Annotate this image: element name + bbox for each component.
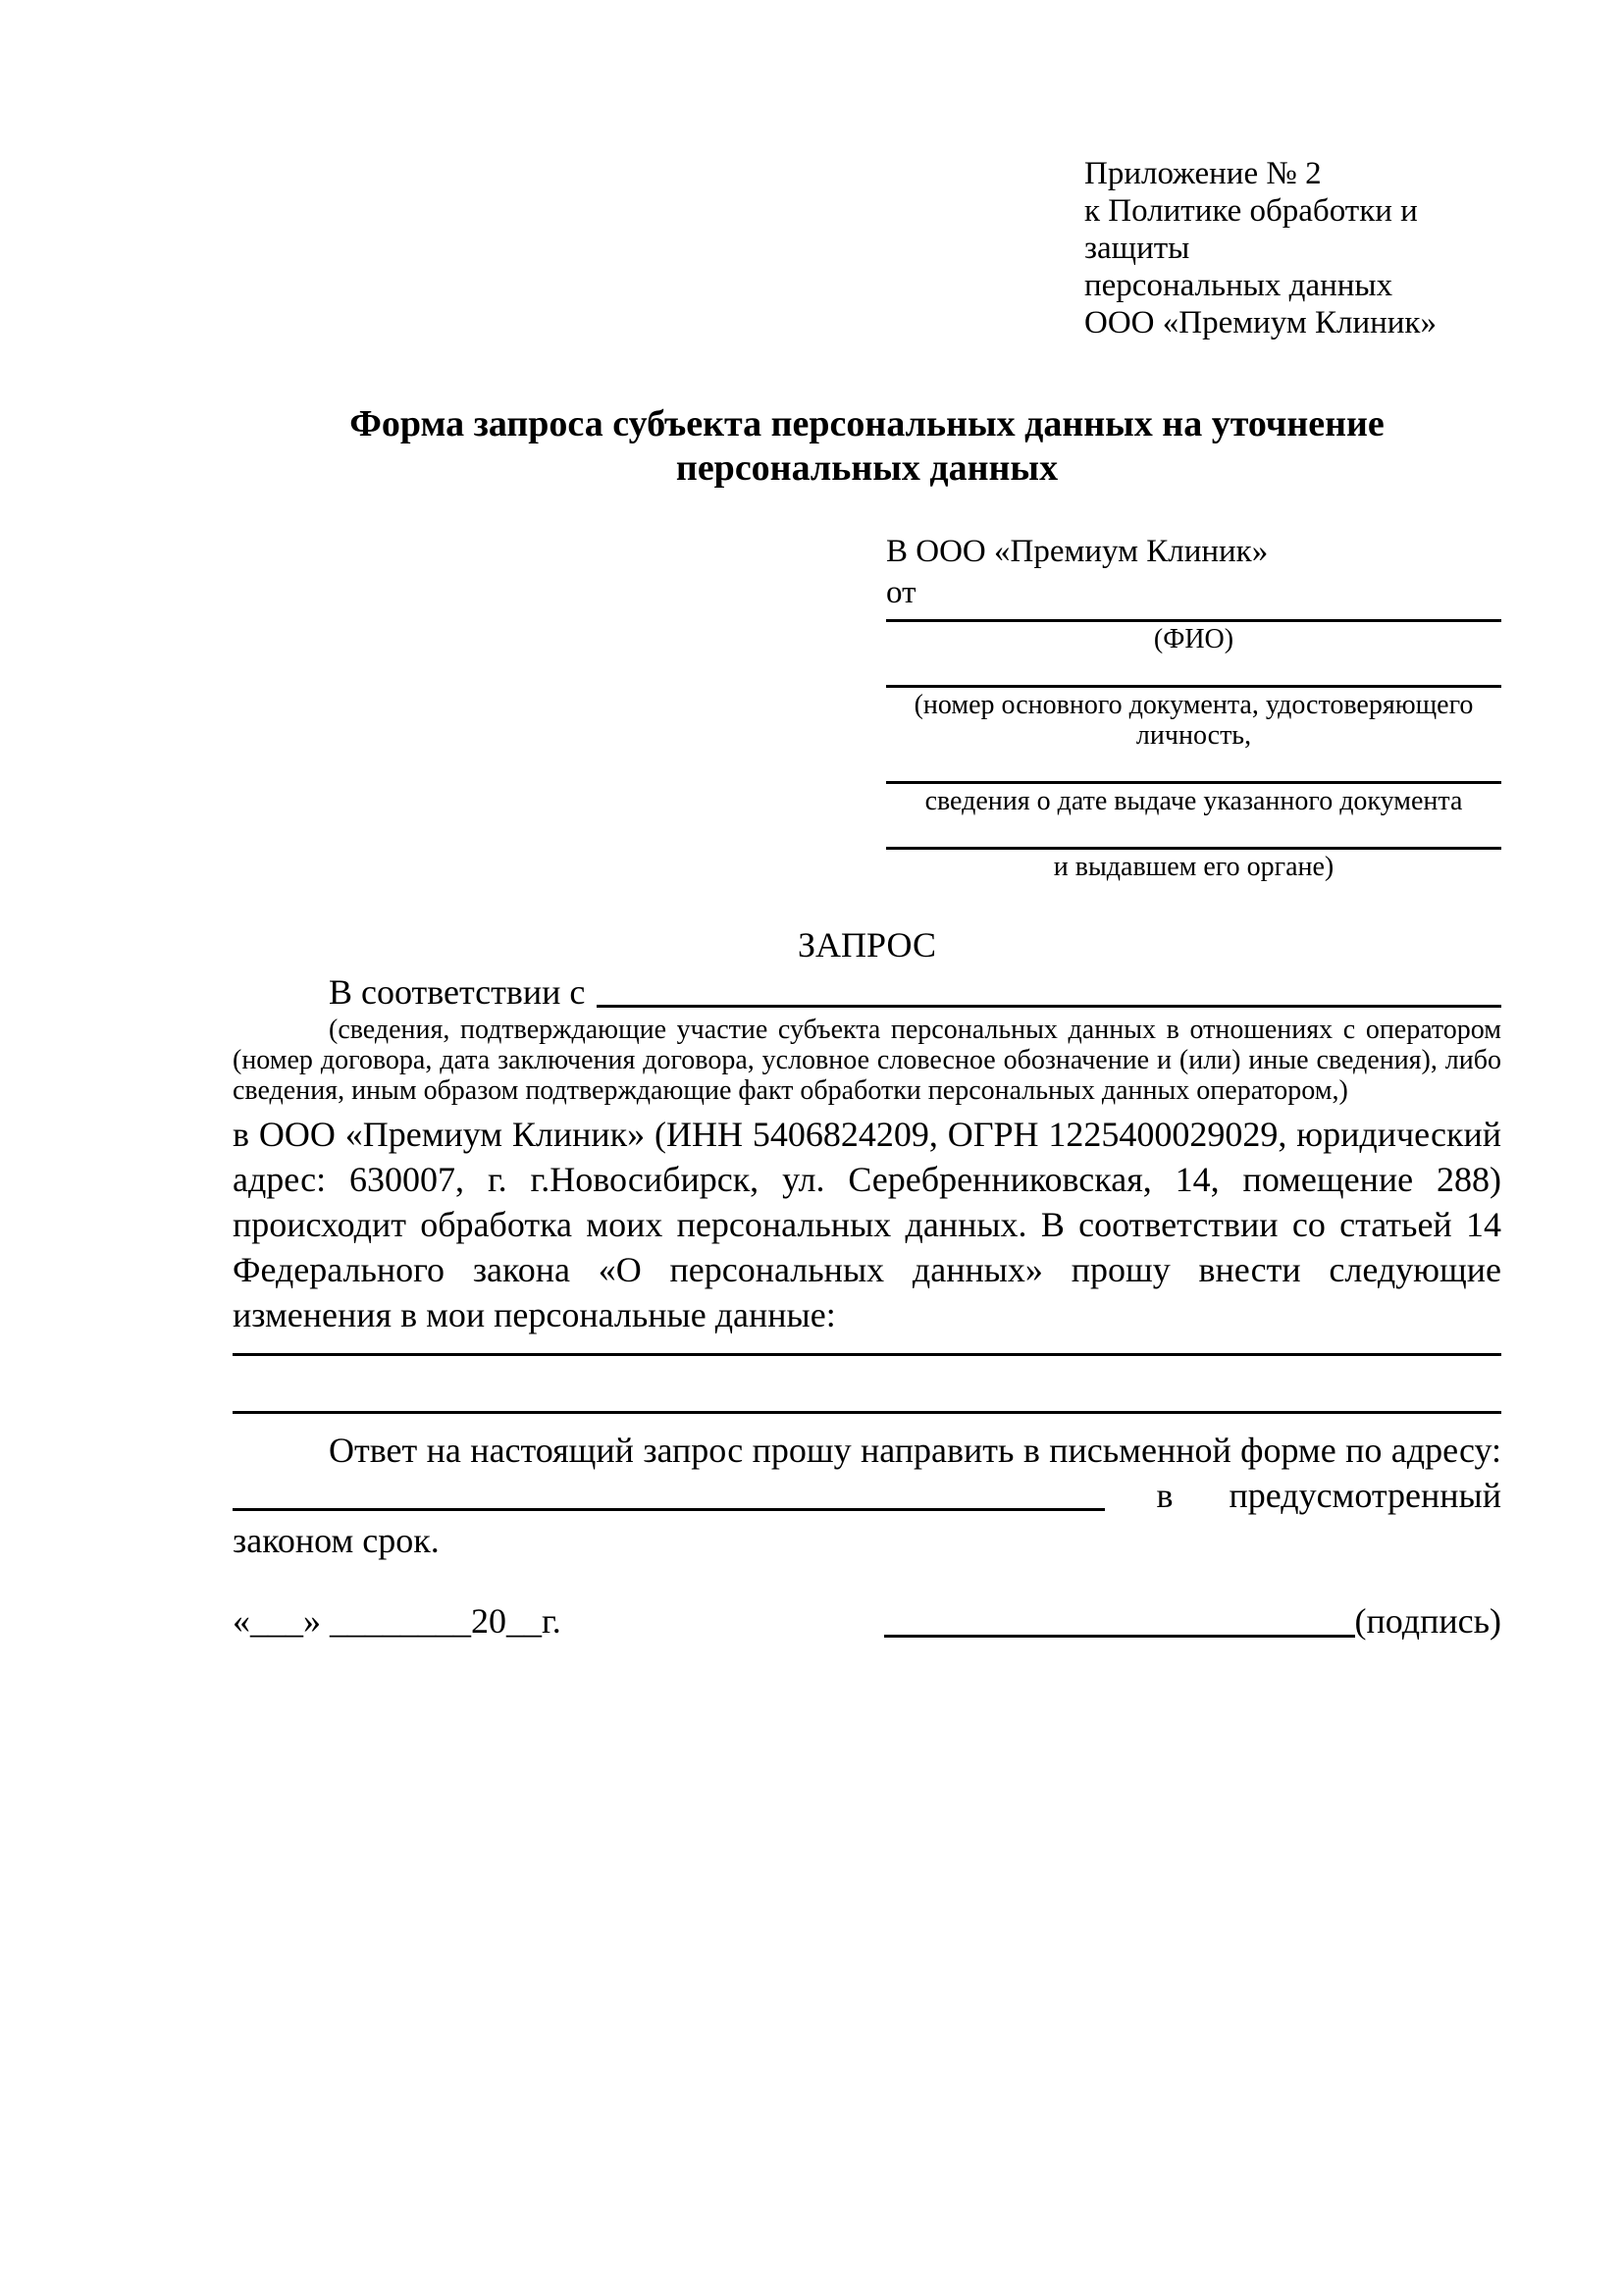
reply-address-blank-line (233, 1473, 1105, 1511)
request-heading: ЗАПРОС (798, 925, 936, 965)
document-number-field (886, 678, 1501, 751)
fio-field (886, 612, 1501, 654)
issue-date-field-caption: сведения о дате выдаче указанного документа (924, 786, 1463, 816)
issuing-authority-field (886, 840, 1501, 882)
signature-blank-line (884, 1599, 1355, 1638)
reply-closing-text: законом срок. (233, 1521, 440, 1560)
reply-address-line (233, 1473, 1501, 1518)
issue-date-field-line (886, 774, 1501, 784)
intro-blank-line (597, 969, 1501, 1008)
date-blank-text: «___» ________20__г. (233, 1601, 561, 1641)
signature-area (884, 1598, 1501, 1644)
appendix-header (1084, 155, 1501, 341)
document-number-field-caption: (номер основного документа, удостоверяющего личность, (914, 690, 1474, 751)
issuing-authority-field-caption: и выдавшем его органе) (1053, 852, 1335, 882)
intro-line (233, 969, 1501, 1015)
fio-field-caption: (ФИО) (1153, 624, 1234, 654)
reply-address-suffix: в предусмотренный (1156, 1476, 1501, 1515)
appendix-header-line: ООО «Премиум Клиник» (1084, 305, 1437, 340)
changes-blank-line-1 (233, 1337, 1501, 1356)
intro-caption: (сведения, подтверждающие участие субъекта персональных данных в отношениях с оператором (номер договора, дата заключения договора, условное словесное обозначение и (или) иные сведения), либо сведения, иным образом подтверждающие факт обработки персональных данных оператором,) (233, 1015, 1501, 1106)
reply-address-text: Ответ на настоящий запрос прошу направить в письменной форме по адресу: (329, 1431, 1501, 1470)
request-body-paragraph: в ООО «Премиум Клиник» (ИНН 5406824209, ОГРН 1225400029029, юридический адрес: 630007, г. г.Новосибирск, ул. Серебренниковская, 14, помещение 288) происходит обработка моих персональных данных. В соответствии со статьей 14 Федерального закона «О персональных данных» прошу внести следующие изменения в мои персональные данные: (233, 1115, 1501, 1334)
addressee-to: В ООО «Премиум Клиник» (886, 534, 1269, 569)
appendix-header-line: Приложение № 2 (1084, 156, 1322, 191)
issuing-authority-field-line (886, 840, 1501, 850)
addressee-from-label: от (886, 575, 916, 610)
appendix-header-line: к Политике обработки и защиты (1084, 193, 1418, 266)
document-number-field-line (886, 678, 1501, 688)
appendix-header-line: персональных данных (1084, 268, 1393, 303)
document-content (233, 0, 1501, 1644)
signature-caption: (подпись) (1354, 1601, 1501, 1641)
form-title: Форма запроса субъекта персональных данных на уточнение персональных данных (349, 403, 1385, 489)
addressee-block (886, 530, 1501, 882)
intro-text: В соответствии с (329, 972, 586, 1012)
changes-blank-line-2 (233, 1356, 1501, 1414)
fio-field-line (886, 612, 1501, 622)
issue-date-field (886, 774, 1501, 816)
signature-row (233, 1598, 1501, 1644)
